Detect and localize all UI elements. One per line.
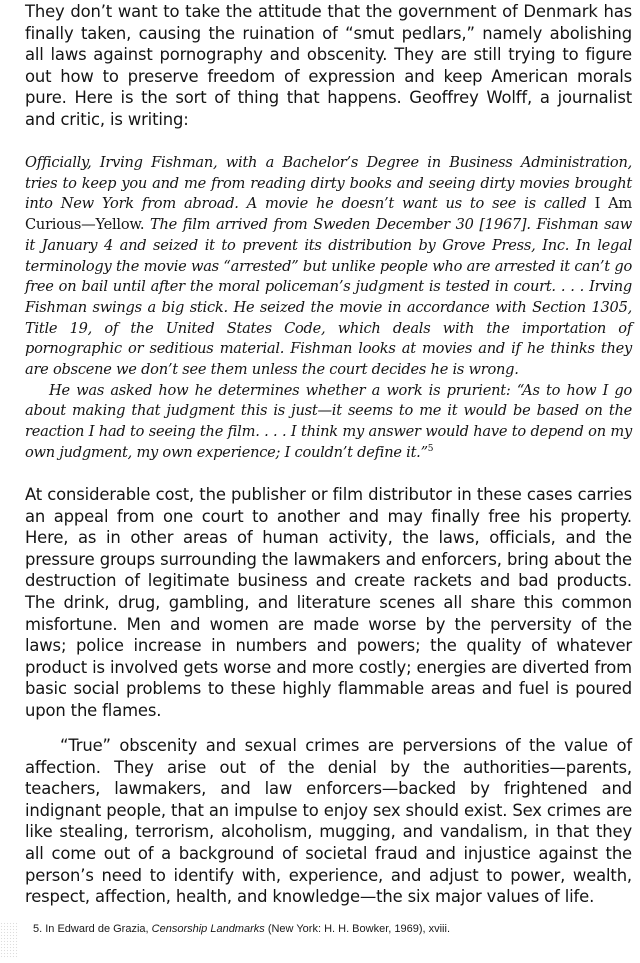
quote-text: The film arrived from Sweden December 30 [1967]. Fishman saw it January 4 and seized it to prevent its distribution by Grove Press, Inc. In legal terminology the movie was “arrested” but unlike people who are arrested it can’t go free on bail until after the moral policeman’s judgment is tested in court. . . . Irving Fishman swings a big stick. He seized the movie in accordance with Section 1305, Title 19, of the United States Code, which deals with the importation of pornographic or seditious material. Fishman looks at movies and if he thinks they are obscene we don’t see them unless the court decides he is wrong.	[25, 216, 632, 379]
quote-paragraph	[25, 381, 632, 464]
footnote-number: 5.	[33, 923, 43, 935]
footnote	[33, 922, 623, 936]
body-paragraph: At considerable cost, the publisher or film distributor in these cases carries an appeal from one court to another and may finally free his property. Here, as in other areas of human activity, the laws, officials, and the pressure groups surrounding the lawmakers and enforcers, bring about the destruction of legitimate business and create rackets and bad products. The drink, drug, gambling, and literature scenes all share this common misfortune. Men and women are made worse by the perversity of the laws; police increase in numbers and powers; the quality of whatever product is involved gets worse and more costly; energies are diverted from basic social problems to these highly flammable areas and fuel is poured upon the flames.	[25, 485, 632, 720]
quote-text: Officially, Irving Fishman, with a Bachelor’s Degree in Business Administration, tries to keep you and me from reading dirty books and seeing dirty movies brought into New York from abroad. A movie he doesn’t want us to see is called	[25, 154, 632, 213]
film-title: I Am Curious—Yellow.	[25, 195, 632, 234]
footnote-text: (New York: H. H. Bowker, 1969), xviii.	[264, 923, 450, 935]
block-quote	[25, 153, 632, 464]
quote-paragraph	[25, 153, 632, 381]
scan-noise	[0, 922, 18, 958]
quote-text: He was asked how he determines whether a work is prurient: “As to how I go about making that judgment this is just—it seems to me it would be based on the reaction I had to seeing the film. . . . I think my answer would have to depend on my own judgment, my own experience; I couldn’t define it.”	[25, 381, 632, 461]
footnote-reference[interactable]: 5	[427, 443, 434, 454]
footnote-book-title: Censorship Landmarks	[151, 923, 265, 935]
footnote-text: In Edward de Grazia,	[42, 923, 152, 935]
body-paragraph: They don’t want to take the attitude that the government of Denmark has finally taken, causing the ruination of “smut pedlars,” namely abolishing all laws against pornography and obscenity. They are still trying to figure out how to preserve freedom of expression and keep American morals pure. Here is the sort of thing that happens. Geoffrey Wolff, a journalist and critic, is writing:	[25, 2, 632, 129]
body-paragraph: “True” obscenity and sexual crimes are perversions of the value of affection. They arise out of the denial by the authorities—parents, teachers, lawmakers, and law enforcers—backed by frightened and indignant people, that an impulse to enjoy sex should exist. Sex crimes are like stealing, terrorism, alcoholism, mugging, and vandalism, in that they all come out of a background of societal fraud and injustice against the person’s need to identify with, experience, and adjust to power, wealth, respect, affection, health, and knowledge—the six major values of life.	[25, 736, 632, 907]
